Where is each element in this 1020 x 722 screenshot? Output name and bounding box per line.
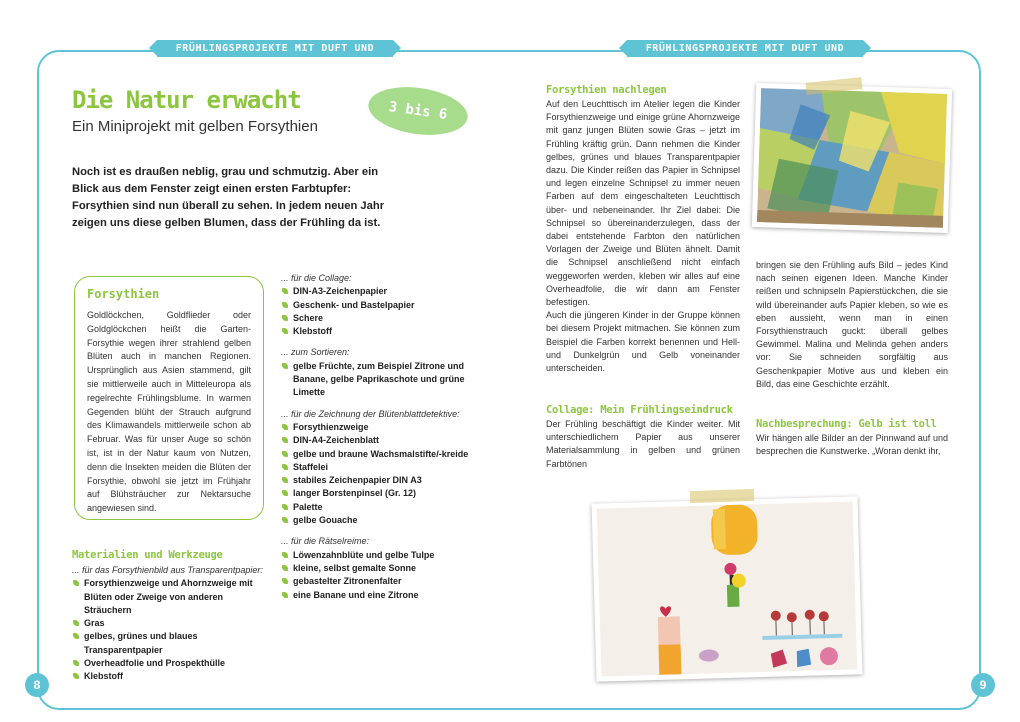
children-collage-image — [597, 501, 858, 676]
list-item: DIN-A3-Zeichenpapier — [281, 285, 477, 298]
list-item: langer Borstenpinsel (Gr. 12) — [281, 487, 477, 500]
tape-strip — [690, 489, 754, 503]
list-item: gelbe und braune Wachsmalstifte/-kreide — [281, 448, 477, 461]
collage-image — [757, 88, 947, 228]
list-intro: ... für die Collage: — [281, 273, 352, 283]
list-intro: ... zum Sortieren: — [281, 347, 350, 358]
list-item: Staffelei — [281, 461, 477, 474]
header-banner-right: FRÜHLINGSPROJEKTE MIT DUFT UND FARBE — [627, 40, 863, 57]
list-item: Forsythienzweige — [281, 421, 477, 434]
materials-list-left — [72, 564, 268, 692]
list-item: kleine, selbst gemalte Sonne — [281, 562, 477, 575]
page-number-right: 9 — [971, 673, 995, 697]
header-banner-left: FRÜHLINGSPROJEKTE MIT DUFT UND FARBE — [157, 40, 393, 57]
list-item: Overheadfolie und Prospekthülle — [72, 657, 268, 670]
intro-paragraph: Noch ist es draußen neblig, grau und schmutzig. Aber ein Blick aus dem Fenster zeigt einen ersten Farbtupfer: Forsythien sind nun überall zu sehen. In jedem neuen Jahr zeigen uns diese gelben Blumen, dass der Frühling da ist. — [72, 166, 385, 229]
info-box-title: Forsythien — [87, 287, 160, 301]
paragraph-1: Auf den Leuchttisch im Atelier legen die Kinder Forsythienzweige und einige grüne Ahornzweige mit ganz jungen Blüten sowie Gras – jetzt im Frühling kräftig grün. Dann nehmen die Kinder gelbes, grünes und blaues Transparentpapier dazu. Die Kinder reißen das Papier in Schnipsel und legen einzelne Schnipsel zu immer neuen Farben auf dem eingeschalteten Leuchttisch über- und nebeneinander. Ihr Ziel dabei: Die Schnipsel so übereinanderzulegen, dass der dabei entstehende Farbton den natürlichen Vorlagen der Zweige und Blüten ähnelt. Damit die Schnipsel anschließend nicht einfach weggeworfen werden, kleben wir alles auf eine Overheadfolie, die wir dann am Fenster befestigen. — [546, 99, 740, 308]
materials-heading: Materialien und Werkzeuge — [72, 549, 223, 561]
list-item: gebastelter Zitronenfalter — [281, 575, 477, 588]
nachbesprechung-heading: Nachbesprechung: Gelb ist toll — [756, 418, 937, 430]
photo-transparent-collage — [752, 83, 952, 233]
list-item: gelbe Gouache — [281, 514, 477, 527]
age-badge: 3 bis 6 Jahre — [365, 81, 470, 140]
list-item: eine Banane und eine Zitrone — [281, 589, 477, 602]
materials-list-right — [281, 272, 477, 610]
paragraph-2: Auch die jüngeren Kinder in der Gruppe können bei diesem Projekt mitmachen. Sie können zum Beispiel die Farben korrekt benennen und Hell- und Dunkelgrün und Gelb voneinander unterscheiden. — [546, 310, 740, 374]
page-title: Die Natur erwacht — [72, 86, 301, 114]
list-item: DIN-A4-Zeichenblatt — [281, 434, 477, 447]
list-item: Palette — [281, 501, 477, 514]
list-item: gelbe Früchte, zum Beispiel Zitrone und Banane, gelbe Paprikaschote und grüne Limette — [281, 360, 477, 400]
list-intro: ... für die Rätselreime: — [281, 536, 370, 547]
forsythien-nachlegen-text — [546, 98, 740, 375]
list-item: Geschenk- und Bastelpapier — [281, 299, 477, 312]
list-item: gelbes, grünes und blaues Transparentpapier — [72, 630, 268, 657]
page-number-left: 8 — [25, 673, 49, 697]
continued-text: bringen sie den Frühling aufs Bild – jedes Kind nach seinen eigenen Ideen. Manche Kinder reißen und schnipseln Papierstückchen, die sie wild übereinander aufs Papier kleben, so wie es eben aussieht, wenn man in einen Forsythienstrauch guckt: überall gelbes Gewimmel. Malina und Melinda gehen anders vor: Sie schneiden sorgfältig aus Geschenkpapier Motive aus und kleben ein Bild, das eine Geschichte erzählt. — [756, 260, 948, 389]
collage-heading: Collage: Mein Frühlingseindruck — [546, 404, 733, 416]
list-item: Klebstoff — [72, 670, 268, 683]
list-item: Forsythienzweige und Ahornzweige mit Blüten oder Zweige von anderen Sträuchern — [72, 577, 268, 617]
list-item: Gras — [72, 617, 268, 630]
nachbesprechung-text: Wir hängen alle Bilder an der Pinnwand auf und besprechen die Kunstwerke. „Woran denkt ihr, — [756, 433, 948, 457]
list-item: stabiles Zeichenpapier DIN A3 — [281, 474, 477, 487]
list-item: Klebstoff — [281, 325, 477, 338]
list-item: Löwenzahnblüte und gelbe Tulpe — [281, 549, 477, 562]
collage-text: Der Frühling beschäftigt die Kinder weiter. Mit unterschiedlichem Papier aus unserer Materialsammlung in gelben und grünen Farbtönen — [546, 419, 740, 469]
forsythien-info-box — [74, 276, 264, 520]
info-box-text: Goldlöckchen, Goldflieder oder Goldglöckchen heißt die Garten-Forsythie wegen ihrer strahlend gelben Blüten auch in manchen Regionen. Ursprünglich aus Asien stammend, gilt sie mittlerweile auch in Mitteleuropa als regelrechte Frühlingsblume. In warmen Gegenden blüht der Strauch aufgrund des Klimawandels mittlerweile schon ab Februar. Was für unser Auge so schön ist, ist in der Natur kaum von Nutzen, denn die Insekten meiden die Blüten der Forsythie, obwohl sie jetzt im Frühjahr auf Blühsträucher zur Nektarsuche angewiesen sind. — [87, 310, 251, 514]
forsythien-nachlegen-heading: Forsythien nachlegen — [546, 84, 667, 96]
list-intro: ... für das Forsythienbild aus Transparentpapier: — [72, 565, 263, 575]
photo-children-collage — [592, 496, 863, 681]
list-item: Schere — [281, 312, 477, 325]
list-intro: ... für die Zeichnung der Blütenblattdetektive: — [281, 408, 460, 419]
page-subtitle: Ein Miniprojekt mit gelben Forsythien — [72, 118, 318, 135]
